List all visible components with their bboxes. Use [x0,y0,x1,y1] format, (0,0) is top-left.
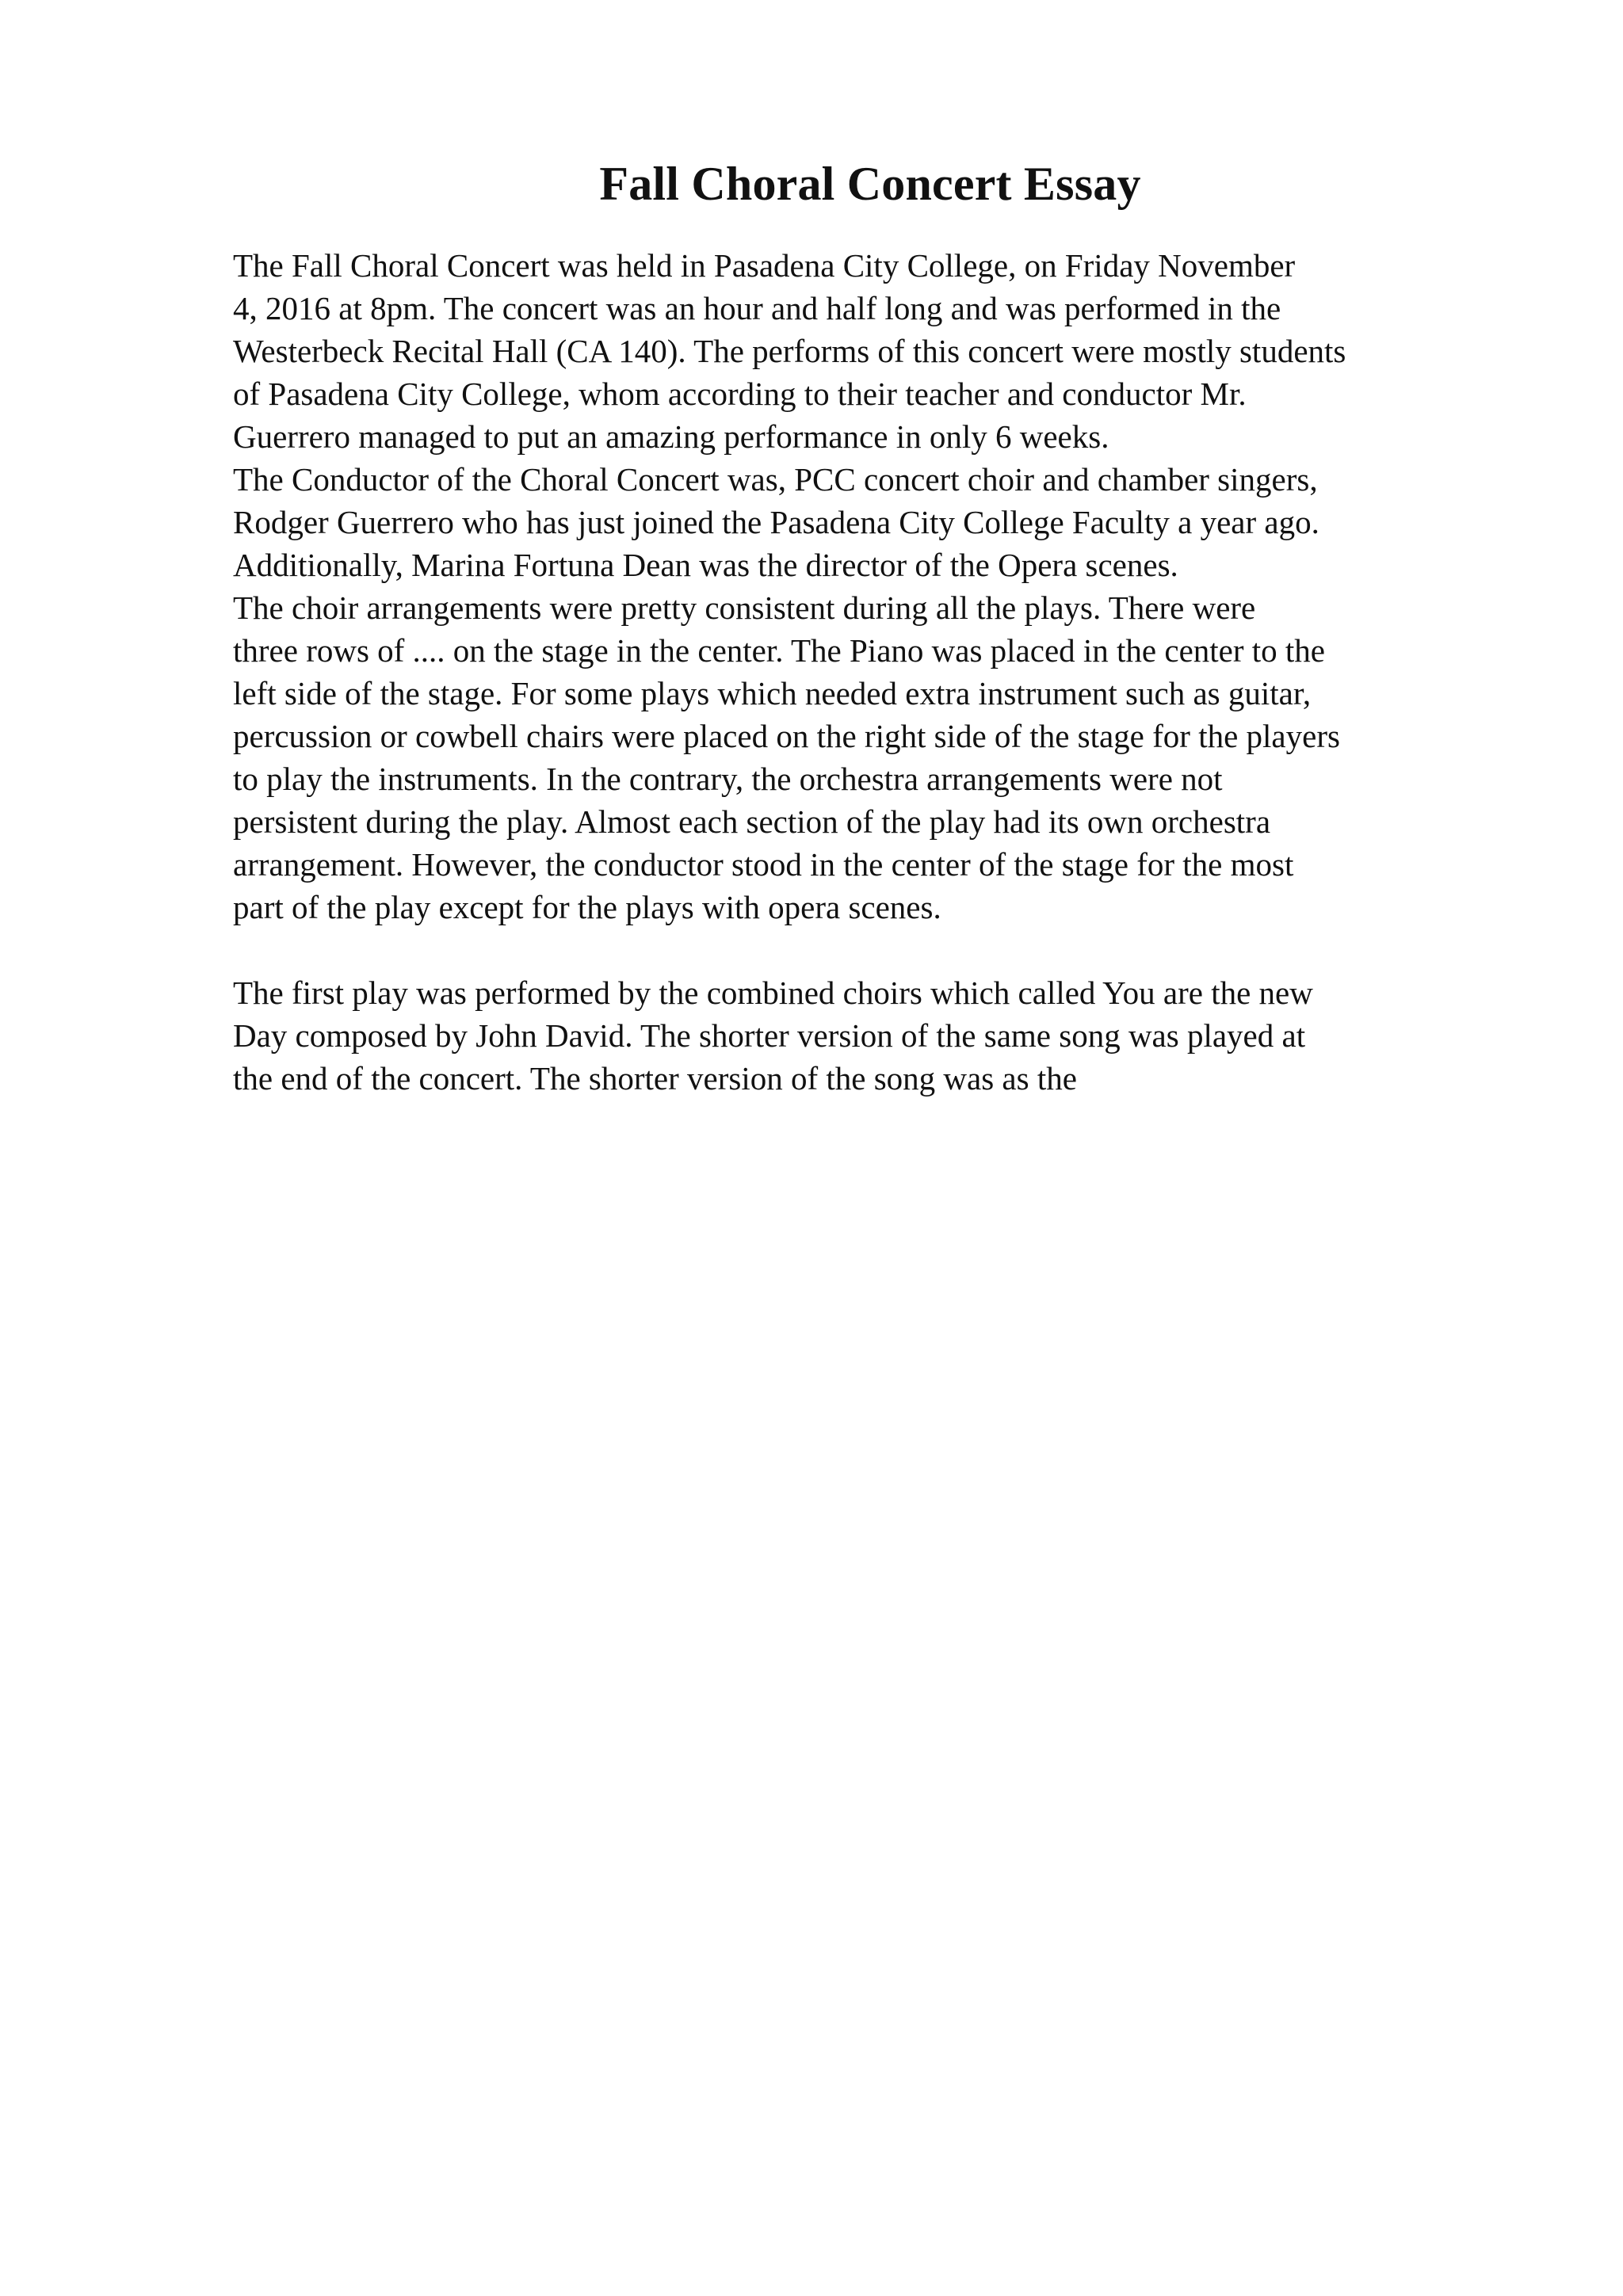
essay-line: The first play was performed by the combined choirs which called You are the new [233,974,1313,1011]
document-title: Fall Choral Concert Essay [599,158,1141,210]
essay-line: Day composed by John David. The shorter version of the same song was played at [233,1017,1306,1054]
paragraph-gap [233,929,1517,971]
essay-line: percussion or cowbell chairs were placed on the right side of the stage for the players [233,718,1340,754]
essay-line: three rows of .... on the stage in the center. The Piano was placed in the center to the [233,632,1325,669]
essay-line: The Conductor of the Choral Concert was, PCC concert choir and chamber singers, [233,461,1318,498]
essay-line: The Fall Choral Concert was held in Pasadena City College, on Friday November [233,247,1296,284]
essay-line: the end of the concert. The shorter version of the song was as the [233,1060,1077,1097]
essay-body [233,244,1517,1100]
essay-line: Additionally, Marina Fortuna Dean was the director of the Opera scenes. [233,547,1178,583]
essay-line: The choir arrangements were pretty consistent during all the plays. There were [233,589,1256,626]
essay-line: Rodger Guerrero who has just joined the Pasadena City College Faculty a year ago. [233,504,1319,540]
essay-line: Westerbeck Recital Hall (CA 140). The performs of this concert were mostly students [233,333,1346,369]
essay-line: arrangement. However, the conductor stood in the center of the stage for the most [233,846,1294,883]
essay-line: of Pasadena City College, whom according to their teacher and conductor Mr. [233,376,1247,412]
essay-line: Guerrero managed to put an amazing performance in only 6 weeks. [233,418,1109,455]
essay-line: 4, 2016 at 8pm. The concert was an hour and half long and was performed in the [233,290,1281,326]
essay-line: persistent during the play. Almost each section of the play had its own orchestra [233,803,1271,840]
essay-line: to play the instruments. In the contrary, the orchestra arrangements were not [233,761,1223,797]
essay-line: left side of the stage. For some plays which needed extra instrument such as guitar, [233,675,1312,711]
essay-line: part of the play except for the plays with opera scenes. [233,889,941,925]
